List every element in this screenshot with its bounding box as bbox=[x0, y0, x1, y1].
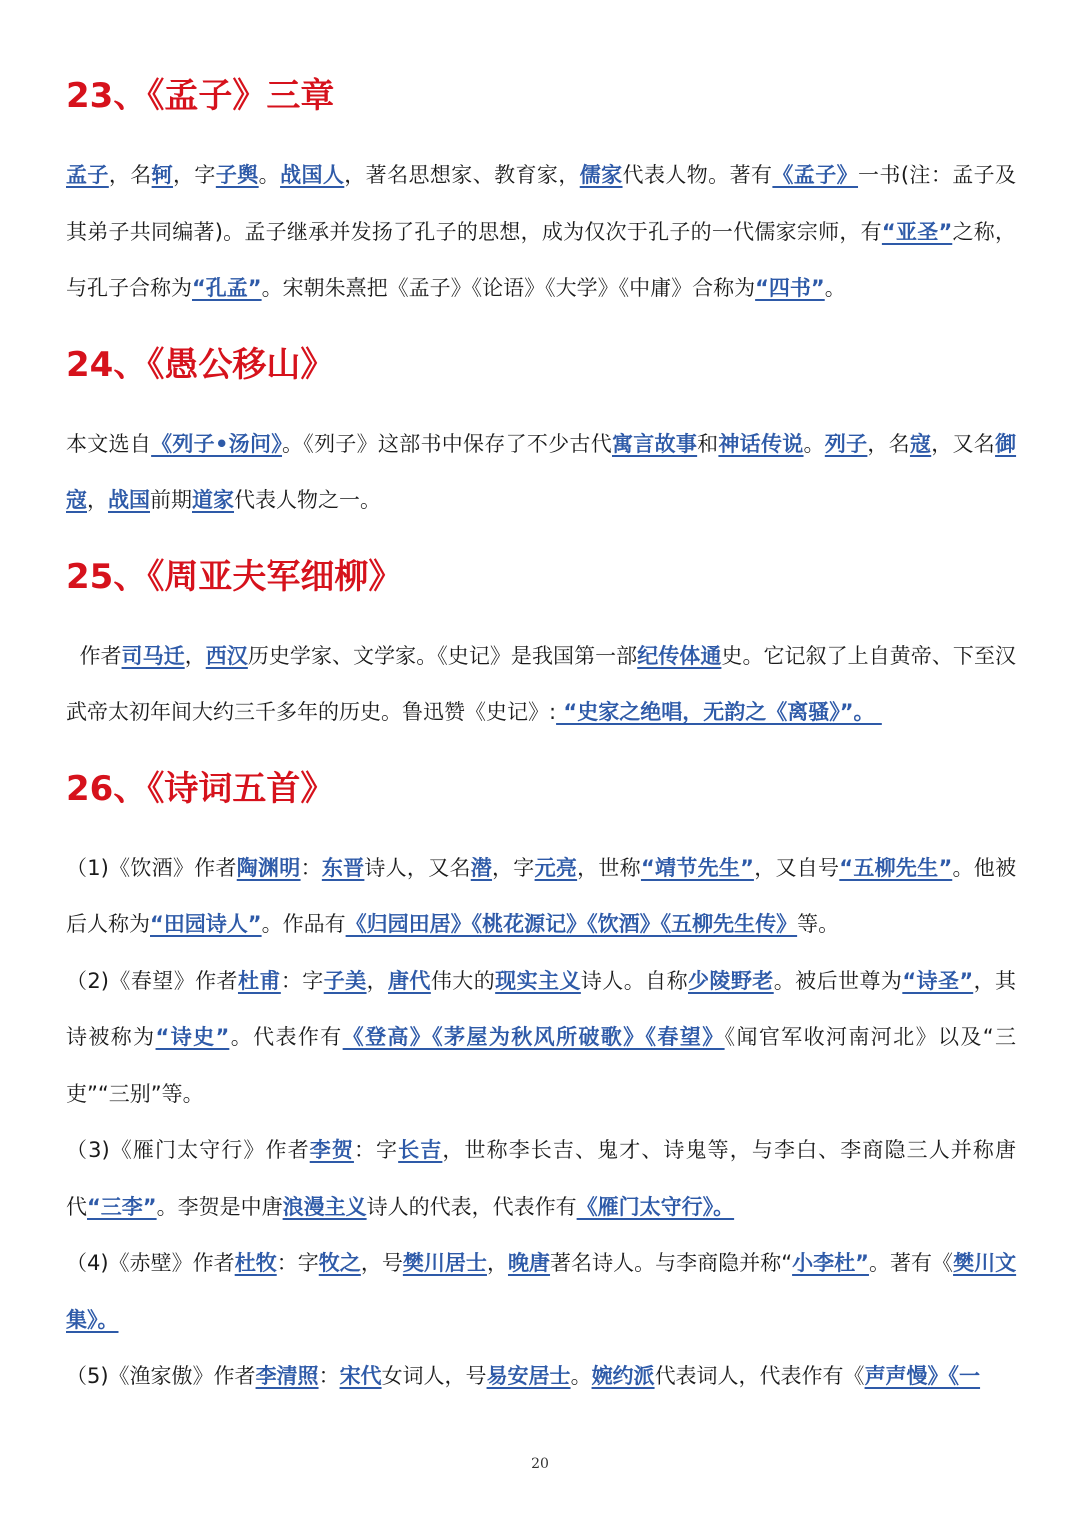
highlighted-term: “孔孟” bbox=[192, 276, 262, 300]
highlighted-term: 寓言故事 bbox=[612, 431, 698, 456]
page-number: 20 bbox=[531, 1456, 549, 1472]
highlighted-term: 轲 bbox=[151, 163, 174, 187]
section-spacer bbox=[66, 741, 1016, 753]
highlighted-term: 战国 bbox=[108, 488, 150, 512]
text-run: 女词人，号 bbox=[381, 1364, 487, 1388]
text-run: 。《列子》这部书中保存了不少古代 bbox=[282, 431, 612, 456]
text-run: 。 bbox=[824, 276, 846, 300]
highlighted-term: 东晋 bbox=[321, 855, 365, 880]
text-run: 诗人。自称 bbox=[580, 968, 689, 993]
paragraph bbox=[66, 416, 1016, 529]
highlighted-term: 易安居士 bbox=[486, 1364, 571, 1388]
text-run: （4)《赤壁》作者 bbox=[66, 1251, 235, 1275]
paragraph bbox=[66, 628, 1016, 741]
section-spacer bbox=[66, 317, 1016, 329]
text-run: 。 bbox=[258, 163, 281, 187]
text-run: （5)《渔家傲》作者 bbox=[66, 1364, 256, 1388]
text-run: ，其诗被称为 bbox=[66, 968, 1017, 1049]
highlighted-term: 儒家 bbox=[579, 163, 623, 187]
highlighted-term: 宋代 bbox=[339, 1364, 382, 1388]
highlighted-term: 《孟子》 bbox=[772, 163, 859, 187]
highlighted-term: 婉约派 bbox=[591, 1364, 655, 1388]
text-run: ： bbox=[300, 855, 322, 880]
text-run: ，又名 bbox=[931, 431, 996, 456]
highlighted-term: “亚圣” bbox=[881, 219, 953, 244]
section-title: 24、《愚公移山》 bbox=[66, 344, 335, 385]
text-run: 作者 bbox=[66, 643, 122, 668]
highlighted-term: 李贺 bbox=[309, 1138, 354, 1162]
section-title: 23、《孟子》三章 bbox=[66, 76, 335, 116]
highlighted-term: 陶渊明 bbox=[236, 855, 301, 880]
text-run: 诗人，又名 bbox=[364, 855, 471, 880]
highlighted-term: 《雁门太守行》。 bbox=[576, 1194, 735, 1219]
text-run: 。宋朝朱熹把《孟子》《论语》《大学》《中庸》合称为 bbox=[261, 276, 756, 300]
text-run: 。被后世尊为 bbox=[773, 968, 903, 993]
highlighted-term: 道家 bbox=[192, 488, 234, 512]
text-run: 一书(注：孟子及其弟子共同编著)。孟子继承并发扬了孔子的思想，成为仅次于孔子的一代儒家宗师，有 bbox=[66, 163, 1017, 244]
paragraph bbox=[66, 840, 1016, 953]
text-run: ，世称李长吉、鬼才、诗鬼等，与李白、李商隐三人并称唐代 bbox=[66, 1138, 1017, 1219]
highlighted-term: 现实主义 bbox=[495, 968, 581, 993]
text-run: 等。 bbox=[797, 912, 840, 936]
section bbox=[66, 335, 1016, 541]
text-run: ， bbox=[87, 488, 108, 512]
paragraph bbox=[66, 1235, 1016, 1348]
text-run: 。李贺是中唐 bbox=[156, 1194, 283, 1219]
text-run: ，又自号 bbox=[753, 855, 840, 880]
highlighted-term: 御寇 bbox=[66, 431, 1017, 512]
text-run: （2)《春望》作者 bbox=[66, 968, 238, 993]
section bbox=[66, 759, 1016, 1405]
highlighted-term: 孟子 bbox=[66, 163, 109, 187]
highlighted-term: 樊川文集》。 bbox=[66, 1251, 1017, 1332]
highlighted-term: 唐代 bbox=[388, 968, 431, 993]
highlighted-term: 杜牧 bbox=[234, 1251, 277, 1275]
highlighted-term: 小李杜” bbox=[792, 1251, 869, 1275]
paragraph bbox=[66, 147, 1016, 317]
highlighted-term: 子舆 bbox=[215, 163, 259, 187]
highlighted-term: 神话传说 bbox=[718, 431, 804, 456]
text-run: ，名 bbox=[108, 163, 152, 187]
highlighted-term: 西汉 bbox=[205, 643, 248, 668]
highlighted-term: “四书” bbox=[755, 276, 825, 300]
highlighted-term: 元亮 bbox=[534, 855, 578, 880]
section-title: 26、《诗词五首》 bbox=[66, 768, 335, 809]
paragraph bbox=[66, 1348, 1016, 1405]
highlighted-term: “靖节先生” bbox=[640, 855, 754, 880]
text-run: 代表人物之一。 bbox=[234, 488, 381, 512]
text-run: ，号 bbox=[360, 1251, 403, 1275]
paragraph bbox=[66, 1122, 1016, 1235]
content-area bbox=[66, 66, 1016, 1405]
highlighted-term: 纪传体通 bbox=[637, 643, 722, 668]
text-run: 著名诗人。与李商隐并称“ bbox=[550, 1251, 793, 1275]
highlighted-term: 长吉 bbox=[398, 1138, 443, 1162]
highlighted-term: 寇 bbox=[909, 431, 932, 456]
highlighted-term: 少陵野老 bbox=[688, 968, 774, 993]
paragraph bbox=[66, 953, 1016, 1123]
highlighted-term: “三李” bbox=[87, 1194, 157, 1219]
text-run: 史。它记叙了上自黄帝、下至汉武帝太初年间大约三千多年的历史。鲁迅赞《史记》: bbox=[66, 643, 1017, 724]
text-run: 。 bbox=[803, 431, 825, 456]
highlighted-term: 晚唐 bbox=[507, 1251, 551, 1275]
highlighted-term: “诗史” bbox=[155, 1025, 230, 1049]
text-run: 和 bbox=[697, 431, 719, 456]
highlighted-term: “田园诗人” bbox=[150, 912, 262, 936]
highlighted-term: 声声慢》《一 bbox=[864, 1364, 981, 1388]
highlighted-term: 《归园田居》《桃花源记》《饮酒》《五柳先生传》 bbox=[345, 912, 798, 936]
section bbox=[66, 547, 1016, 753]
text-run: ， bbox=[184, 643, 206, 668]
text-run: ：字 bbox=[280, 968, 324, 993]
text-run: 。代表作有 bbox=[229, 1025, 343, 1049]
highlighted-term: 浪漫主义 bbox=[282, 1194, 367, 1219]
text-run: 历史学家、文学家。《史记》是我国第一部 bbox=[247, 643, 638, 668]
highlighted-term: 司马迁 bbox=[121, 643, 185, 668]
text-run: ， bbox=[486, 1251, 508, 1275]
text-run: 。 bbox=[570, 1364, 592, 1388]
text-run: 前期 bbox=[150, 488, 192, 512]
highlighted-term: 子美 bbox=[323, 968, 367, 993]
highlighted-term: 李清照 bbox=[255, 1364, 319, 1388]
section bbox=[66, 66, 1016, 329]
text-run: 代表词人，代表作有《 bbox=[654, 1364, 865, 1388]
text-run: 《闻官军收河南河北》以及“三吏”“三别”等。 bbox=[66, 1025, 1016, 1106]
text-run: ： bbox=[318, 1364, 340, 1388]
text-run: ，字 bbox=[492, 855, 535, 880]
section-spacer bbox=[66, 529, 1016, 541]
highlighted-term: 潜 bbox=[470, 855, 493, 880]
text-run: 。他被后人称为 bbox=[66, 855, 1017, 936]
text-run: ， bbox=[366, 968, 388, 993]
text-run: 诗人的代表，代表作有 bbox=[366, 1194, 577, 1219]
text-run: ：字 bbox=[353, 1138, 399, 1162]
text-run: ，字 bbox=[173, 163, 216, 187]
text-run: 。作品有 bbox=[261, 912, 346, 936]
text-run: ，名 bbox=[867, 431, 910, 456]
highlighted-term: 列子 bbox=[824, 431, 868, 456]
highlighted-term: 战国人 bbox=[280, 163, 345, 187]
highlighted-term: “五柳先生” bbox=[839, 855, 953, 880]
section-title: 25、《周亚夫军细柳》 bbox=[66, 556, 403, 597]
text-run: 代表人物。著有 bbox=[622, 163, 773, 187]
text-run: ，世称 bbox=[577, 855, 641, 880]
text-run: （3)《雁门太守行》作者 bbox=[66, 1138, 310, 1162]
text-run: ，著名思想家、教育家， bbox=[344, 163, 580, 187]
highlighted-term: 樊川居士 bbox=[402, 1251, 487, 1275]
highlighted-term: 牧之 bbox=[318, 1251, 361, 1275]
text-run: 。著有《 bbox=[868, 1251, 954, 1275]
highlighted-term: 《登高》《茅屋为秋风所破歌》《春望》 bbox=[342, 1025, 725, 1049]
text-run: 伟大的 bbox=[430, 968, 496, 993]
text-run: 之称，与孔子合称为 bbox=[66, 219, 1016, 300]
text-run: ：字 bbox=[276, 1251, 319, 1275]
highlighted-term: 杜甫 bbox=[237, 968, 281, 993]
text-run: （1)《饮酒》作者 bbox=[66, 855, 237, 880]
highlighted-term: “诗圣” bbox=[902, 968, 974, 993]
highlighted-term: 《列子•汤问》 bbox=[151, 431, 283, 456]
highlighted-term: “史家之绝唱，无韵之《离骚》”。 bbox=[556, 700, 882, 724]
text-run: 本文选自 bbox=[66, 431, 152, 456]
